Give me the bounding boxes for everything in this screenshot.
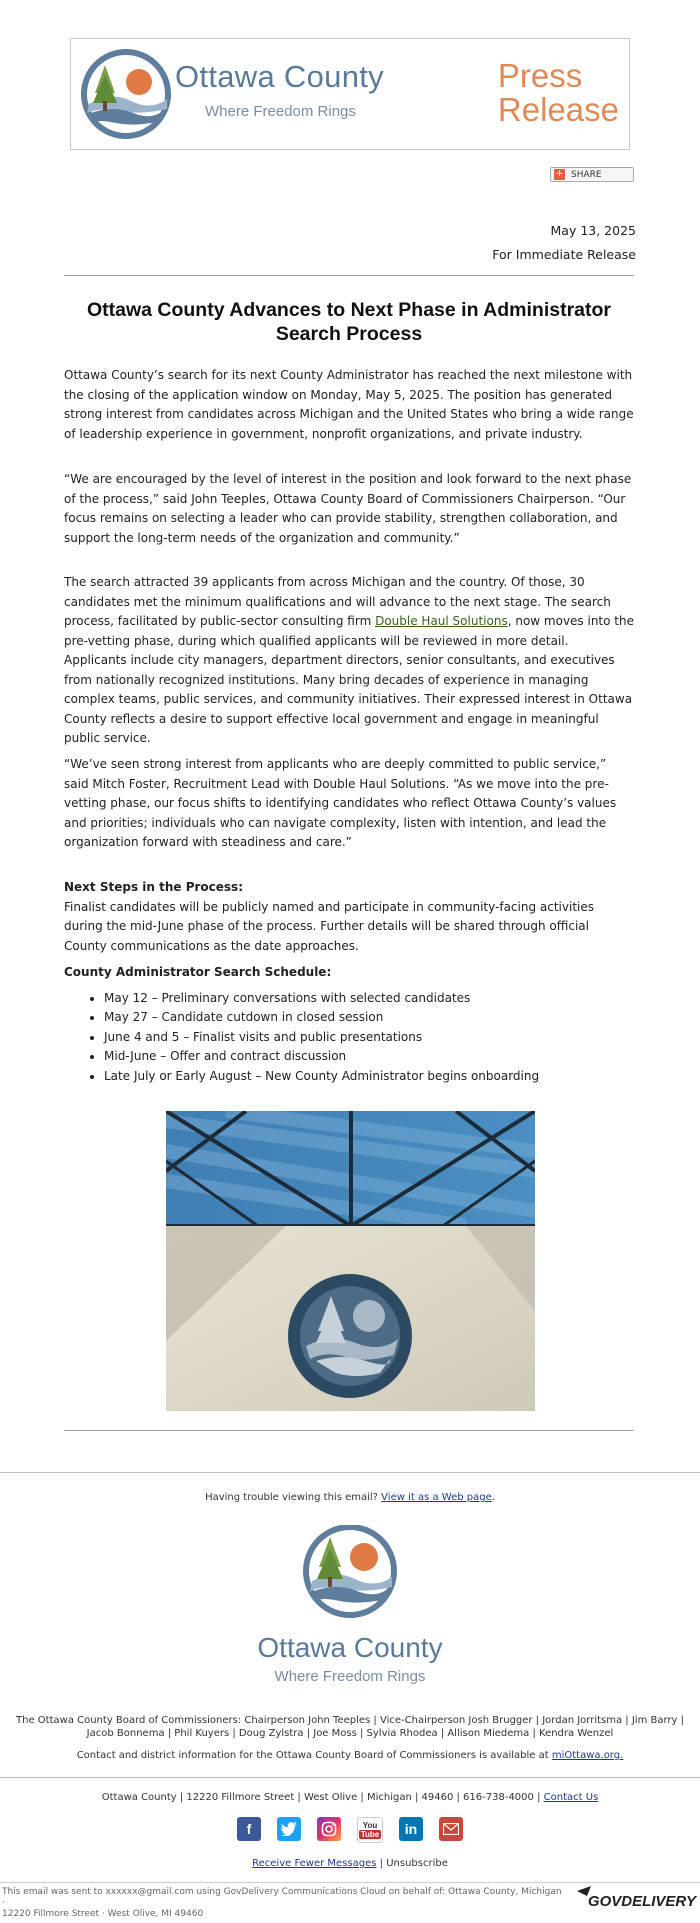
release-label: Release <box>497 91 619 128</box>
list-item: • May 12 – Preliminary conversations with selected candidates <box>104 989 634 1009</box>
sent-line: This email was sent to xxxxxx@gmail.com using GovDelivery Communications Cloud on behalf of: Ottawa County, Michigan · <box>2 1887 562 1908</box>
view-web-page-link[interactable]: View it as a Web page <box>381 1492 492 1503</box>
web-view-notice: Having trouble viewing this email? View it as a Web page. <box>205 1492 495 1503</box>
paragraph-segment: , now moves into the pre-vetting phase, during which qualified applicants will be reviewed in more detail. Applicants include city managers, department directors, senior consultants, and executives from nationally recognized institutions. Many bring decades of experience in managing complex teams, public services, and community initiatives. Their expressed interest in Ottawa County reflects a desire to support effective local government and engage in meaningful public service. <box>64 614 634 745</box>
article-paragraph-4 <box>64 755 634 853</box>
board-members <box>0 1714 700 1740</box>
govdelivery-text: GOVDELIVERY <box>587 1893 696 1910</box>
footer-org-name: Ottawa County <box>257 1632 443 1663</box>
envelope-icon <box>576 1885 592 1897</box>
schedule-list <box>64 989 634 1087</box>
divider <box>64 275 634 276</box>
linkedin-icon[interactable]: in <box>399 1817 423 1841</box>
govdelivery-logo[interactable] <box>588 1893 696 1910</box>
press-release-banner <box>70 38 630 150</box>
org-tagline: Where Freedom Rings <box>205 103 356 120</box>
miottawa-link[interactable]: miOttawa.org. <box>551 1750 624 1761</box>
list-item: • Mid-June – Offer and contract discussion <box>104 1047 634 1067</box>
sent-line: 12220 Fillmore Street · West Olive, MI 49460 <box>2 1909 204 1919</box>
release-date-block <box>492 219 636 267</box>
org-name: Ottawa County <box>175 59 384 94</box>
paragraph-text: “We’ve seen strong interest from applicants who are deeply committed to public service,” said Mitch Foster, Recruitment Lead with Double Haul Solutions. “As we move into the pre-vetting phase, our focus shifts to identifying candidates who reflect Ottawa County’s values and priorities; individuals who can navigate complexity, listen with intention, and lead the organization forward with steadiness and care.” <box>64 757 617 849</box>
share-plus-icon: + <box>555 169 564 179</box>
divider <box>0 1882 700 1883</box>
instagram-icon[interactable] <box>317 1817 341 1841</box>
paragraph-segment: The search attracted 39 applicants from across Michigan and the country. Of those, 30 candidates met the minimum qualifications and will advance to the next stage. The search process, facilitated by public-sector consulting firm <box>64 575 611 628</box>
next-steps-heading: Next Steps in the Process: <box>64 880 243 894</box>
contact-us-link[interactable]: Contact Us <box>543 1792 599 1803</box>
paragraph-text <box>64 573 634 749</box>
release-note: For Immediate Release <box>492 247 636 262</box>
paragraph-text: “We are encouraged by the level of interest in the position and look forward to the next phase of the process,” said John Teeples, Ottawa County Board of Commissioners Chairperson. “Our focus remains on selecting a leader who can provide stability, strengthen collaboration, and support the long-term needs of the organization and community.” <box>64 472 632 545</box>
paragraph-text: Ottawa County’s search for its next County Administrator has reached the next milestone with the closing of the application window on Monday, May 5, 2025. The position has generated strong interest from candidates across Michigan and the United States who bring a wide range of leadership experience in government, nonprofit organizations, and private industry. <box>64 368 634 441</box>
article-paragraph-1 <box>64 366 634 444</box>
board-line: Jacob Bonnema | Phil Kuyers | Doug Zylstra | Joe Moss | Sylvia Rhodea | Allison Miedema | Kendra Wenzel <box>86 1728 614 1739</box>
article-paragraph-3 <box>64 573 634 749</box>
youtube-icon[interactable]: You Tube <box>357 1817 383 1843</box>
subscription-links: Receive Fewer Messages | Unsubscribe <box>252 1858 448 1869</box>
divider <box>0 1777 700 1778</box>
share-label: SHARE <box>571 169 602 180</box>
building-logo-photo <box>166 1111 535 1411</box>
facebook-icon[interactable]: f <box>237 1817 261 1841</box>
share-button[interactable] <box>550 167 634 182</box>
ottawa-county-logo-icon <box>81 49 171 139</box>
list-item: • May 27 – Candidate cutdown in closed session <box>104 1008 634 1028</box>
address-line <box>0 1792 700 1803</box>
unsubscribe-link[interactable]: Unsubscribe <box>386 1858 448 1869</box>
twitter-icon[interactable] <box>277 1817 301 1841</box>
list-item: • Late July or Early August – New County Administrator begins onboarding <box>104 1067 634 1087</box>
receive-fewer-link[interactable]: Receive Fewer Messages <box>252 1858 377 1869</box>
divider <box>0 1472 700 1473</box>
divider <box>64 1430 634 1431</box>
sent-notice <box>2 1887 562 1920</box>
next-steps-section <box>64 878 634 1086</box>
list-item: • June 4 and 5 – Finalist visits and public presentations <box>104 1028 634 1048</box>
press-release-label <box>498 59 619 127</box>
address-text: Ottawa County | 12220 Fillmore Street | West Olive | Michigan | 49460 | 616-738-4000 | <box>101 1792 541 1803</box>
press-label: Press <box>497 57 583 94</box>
trouble-text: Having trouble viewing this email? <box>205 1492 378 1503</box>
next-steps-text: Finalist candidates will be publicly named and participate in community-facing activities during the mid-June phase of the process. Further details will be shared through official County communications as the date approaches. <box>64 899 594 953</box>
contact-info <box>0 1750 700 1761</box>
double-haul-link[interactable]: Double Haul Solutions <box>375 614 508 628</box>
social-links <box>0 1817 700 1843</box>
email-icon[interactable] <box>439 1817 463 1841</box>
board-line: The Ottawa County Board of Commissioners: Chairperson John Teeples | Vice-Chairperson Josh Brugger | Jordan Jorritsma | Jim Barry | <box>16 1715 684 1726</box>
release-date: May 13, 2025 <box>550 223 636 238</box>
footer-tagline: Where Freedom Rings <box>274 1668 426 1685</box>
article-paragraph-2 <box>64 470 634 548</box>
schedule-heading: County Administrator Search Schedule: <box>64 965 332 979</box>
page-title: Ottawa County Advances to Next Phase in Administrator Search Process <box>86 299 612 345</box>
contact-text: Contact and district information for the Ottawa County Board of Commissioners is available at <box>76 1750 549 1761</box>
